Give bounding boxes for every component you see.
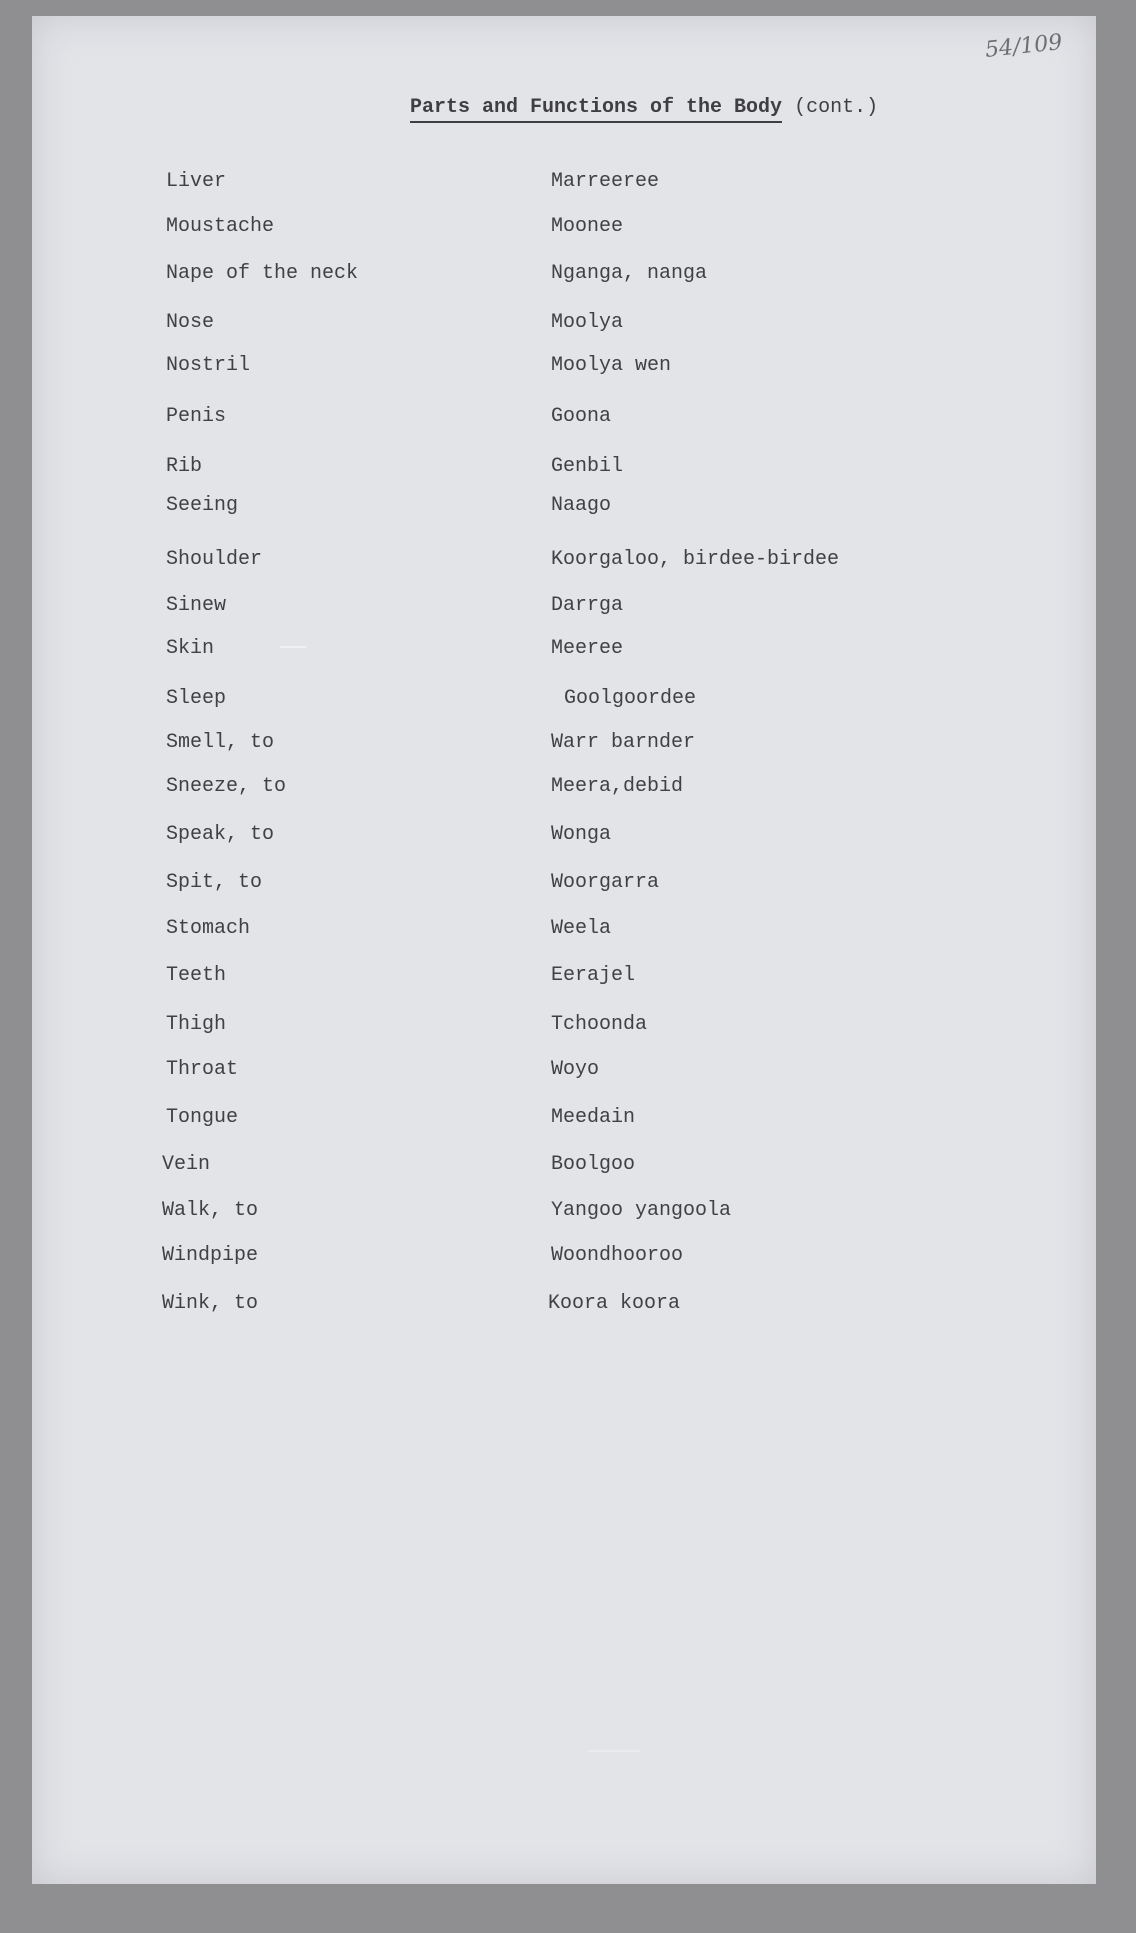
- english-term: Liver: [166, 170, 227, 193]
- english-term: Teeth: [166, 964, 227, 987]
- english-term: Thigh: [166, 1013, 227, 1036]
- paper-scratch: [588, 1750, 640, 1752]
- page-title-suffix: (cont.): [794, 96, 879, 119]
- aboriginal-term: Wonga: [551, 823, 612, 846]
- paper-sheet: [32, 16, 1096, 1884]
- english-term: Stomach: [166, 917, 251, 940]
- aboriginal-term: Moolya wen: [551, 354, 672, 377]
- aboriginal-term: Warr barnder: [551, 731, 696, 754]
- aboriginal-term: Moonee: [551, 215, 624, 238]
- english-term: Shoulder: [166, 548, 263, 571]
- aboriginal-term: Meera,debid: [551, 775, 684, 798]
- aboriginal-term: Koorgaloo, birdee-birdee: [551, 548, 840, 571]
- aboriginal-term: Marreeree: [551, 170, 660, 193]
- english-term: Sneeze, to: [166, 775, 287, 798]
- aboriginal-term: Woondhooroo: [551, 1244, 684, 1267]
- aboriginal-term: Yangoo yangoola: [551, 1199, 732, 1222]
- english-term: Walk, to: [162, 1199, 259, 1222]
- english-term: Sinew: [166, 594, 227, 617]
- aboriginal-term: Goona: [551, 405, 612, 428]
- aboriginal-term: Meedain: [551, 1106, 636, 1129]
- english-term: Smell, to: [166, 731, 275, 754]
- aboriginal-term: Goolgoordee: [564, 687, 697, 710]
- english-term: Vein: [162, 1153, 211, 1176]
- aboriginal-term: Woyo: [551, 1058, 600, 1081]
- english-term: Skin: [166, 637, 215, 660]
- page-title: [410, 96, 878, 119]
- english-term: Seeing: [166, 494, 239, 517]
- english-term: Windpipe: [162, 1244, 259, 1267]
- aboriginal-term: Genbil: [551, 455, 624, 478]
- english-term: Throat: [166, 1058, 239, 1081]
- english-term: Penis: [166, 405, 227, 428]
- aboriginal-term: Koora koora: [548, 1292, 681, 1315]
- paper-scratch: [280, 646, 306, 648]
- english-term: Spit, to: [166, 871, 263, 894]
- english-term: Nape of the neck: [166, 262, 359, 285]
- english-term: Nose: [166, 311, 215, 334]
- english-term: Moustache: [166, 215, 275, 238]
- aboriginal-term: Darrga: [551, 594, 624, 617]
- aboriginal-term: Meeree: [551, 637, 624, 660]
- aboriginal-term: Naago: [551, 494, 612, 517]
- english-term: Nostril: [166, 354, 251, 377]
- english-term: Speak, to: [166, 823, 275, 846]
- aboriginal-term: Moolya: [551, 311, 624, 334]
- aboriginal-term: Weela: [551, 917, 612, 940]
- aboriginal-term: Tchoonda: [551, 1013, 648, 1036]
- english-term: Tongue: [166, 1106, 239, 1129]
- aboriginal-term: Nganga, nanga: [551, 262, 708, 285]
- aboriginal-term: Woorgarra: [551, 871, 660, 894]
- english-term: Rib: [166, 455, 203, 478]
- page-title-main: Parts and Functions of the Body: [410, 96, 782, 123]
- english-term: Sleep: [166, 687, 227, 710]
- aboriginal-term: Eerajel: [551, 964, 636, 987]
- page-number: 54/109: [983, 30, 1064, 63]
- aboriginal-term: Boolgoo: [551, 1153, 636, 1176]
- english-term: Wink, to: [162, 1292, 259, 1315]
